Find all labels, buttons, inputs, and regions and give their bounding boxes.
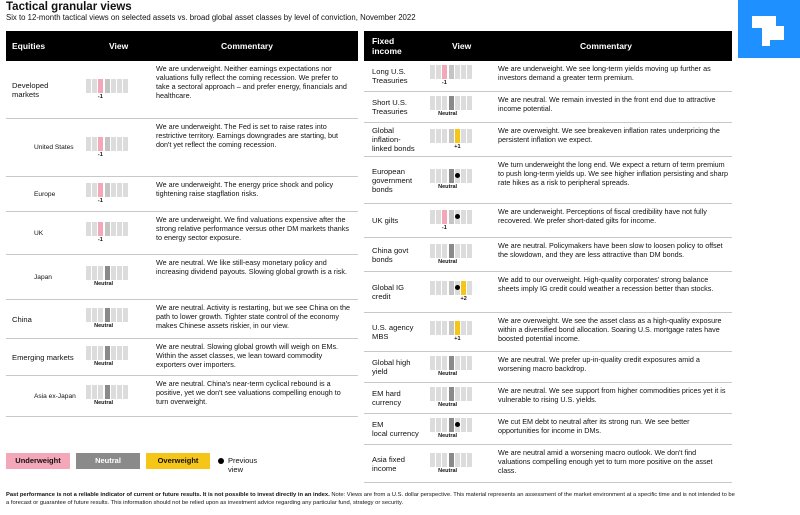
row-label: Global inflation- linked bonds (372, 126, 415, 153)
view-value-label: Neutral (438, 371, 458, 377)
table-row (364, 383, 732, 414)
view-scale-cell (442, 96, 447, 110)
row-commentary: We are neutral amid a worsening macro outlook. We don't find valuations compelling enough yet to turn more positive on the asset class. (498, 448, 713, 475)
view-scale-cell (86, 266, 91, 280)
table-row (364, 157, 732, 204)
row-commentary: We turn underweight the long end. We expect a return of term premium to push long-term yields up. We see higher inflation persisting and sharp rate hikes as a risk to peripheral spreads. (498, 160, 728, 187)
view-scale-cell (98, 222, 103, 236)
row-label: China (12, 314, 32, 324)
view-scale-cell (92, 137, 97, 151)
view-scale-cell (461, 96, 466, 110)
table-row (6, 300, 358, 339)
view-scale (430, 356, 472, 377)
view-value-label: +1 (454, 143, 461, 150)
table-row (6, 61, 358, 119)
view-scale-cell (430, 356, 435, 370)
view-scale-cell (98, 183, 103, 197)
view-scale-cell (105, 266, 110, 280)
view-scale-cell (442, 281, 447, 295)
previous-view-dot (455, 285, 460, 290)
table-row (364, 92, 732, 123)
fixed-income-header (364, 31, 732, 61)
table-row (6, 255, 358, 300)
view-scale-cell (430, 169, 435, 183)
equities-header (6, 31, 358, 61)
row-label: Emerging markets (12, 352, 74, 362)
view-value-label: Neutral (94, 323, 114, 329)
view-scale-cell (455, 321, 460, 335)
view-scale-cell (123, 385, 128, 399)
view-scale-cell (86, 222, 91, 236)
view-scale-cell (86, 385, 91, 399)
view-scale-cell (430, 244, 435, 258)
row-commentary: We add to our overweight. High-quality corporates' strong balance sheets imply IG credit could weather a recession better than stocks. (498, 275, 714, 293)
view-scale-cell (467, 356, 472, 370)
row-commentary: We are neutral. We see support from higher commodities prices yet it is vulnerable to rising U.S. yields. (498, 386, 726, 404)
fixed-income-panel (364, 31, 732, 483)
view-value-label: Neutral (438, 433, 458, 439)
fixed-income-header-commentary: Commentary (580, 41, 632, 51)
view-scale-cell (98, 308, 103, 322)
view-scale-cell (430, 418, 435, 432)
fixed-income-header-view: View (452, 41, 472, 51)
view-scale-cell (111, 308, 116, 322)
view-scale-cell (461, 244, 466, 258)
view-scale-cell (436, 453, 441, 467)
view-scale-cell (442, 244, 447, 258)
table-row (6, 119, 358, 177)
view-scale (86, 346, 128, 367)
equities-header-category: Equities (12, 41, 46, 51)
row-label: UK (34, 229, 44, 237)
view-scale-cell (467, 281, 472, 295)
view-scale-cell (105, 308, 110, 322)
view-scale-cell (111, 266, 116, 280)
view-scale-cell (449, 387, 454, 401)
view-scale-cell (436, 281, 441, 295)
row-commentary: We are overweight. We see breakeven inflation rates underpricing the persistent inflation we expect. (498, 126, 720, 144)
view-scale-cell (117, 266, 122, 280)
blackrock-logo-icon (748, 10, 788, 48)
row-label: Asia ex-Japan (34, 392, 76, 400)
row-label: EM hard currency (372, 389, 402, 407)
view-value-label: -1 (97, 93, 103, 100)
view-scale (430, 65, 472, 86)
view-scale-cell (98, 385, 103, 399)
view-scale (86, 183, 128, 204)
view-scale (430, 210, 472, 231)
view-scale-cell (436, 65, 441, 79)
previous-view-dot (455, 173, 460, 178)
view-scale-cell (449, 65, 454, 79)
view-scale-cell (86, 137, 91, 151)
view-scale-cell (461, 453, 466, 467)
view-scale-cell (123, 183, 128, 197)
view-scale-cell (111, 346, 116, 360)
view-value-label: Neutral (438, 258, 458, 265)
view-scale-cell (92, 346, 97, 360)
view-scale-cell (455, 356, 460, 370)
view-scale-cell (430, 210, 435, 224)
view-value-label: Neutral (438, 402, 458, 408)
view-value-label: Neutral (94, 281, 114, 287)
view-scale-cell (86, 79, 91, 93)
view-scale (430, 453, 472, 474)
view-scale-cell (442, 129, 447, 143)
table-row (364, 352, 732, 383)
view-scale (86, 385, 128, 406)
row-label: EM local currency (372, 420, 419, 438)
row-label: Global high yield (372, 358, 411, 376)
equities-panel (6, 31, 358, 417)
view-scale-cell (442, 356, 447, 370)
view-scale-cell (436, 321, 441, 335)
view-scale-cell (430, 96, 435, 110)
view-scale-cell (442, 453, 447, 467)
view-scale-cell (123, 222, 128, 236)
view-scale-cell (86, 308, 91, 322)
view-scale-cell (430, 65, 435, 79)
view-scale-cell (449, 169, 454, 183)
view-scale-cell (111, 385, 116, 399)
view-value-label: -1 (441, 80, 447, 86)
row-label: China govt bonds (372, 245, 409, 264)
table-row (6, 376, 358, 417)
fixed-income-header-category: Fixed income (372, 36, 402, 56)
view-scale-cell (461, 418, 466, 432)
view-scale-cell (467, 453, 472, 467)
view-scale-cell (86, 346, 91, 360)
view-scale-cell (461, 356, 466, 370)
equities-header-view: View (109, 41, 129, 51)
view-value-label: +1 (454, 336, 461, 342)
row-label: Global IG credit (372, 283, 405, 301)
view-scale-cell (117, 137, 122, 151)
row-commentary: We are neutral. We like still-easy monetary policy and increasing dividend payouts. Slowing global growth is a risk. (156, 258, 347, 276)
view-value-label: Neutral (438, 467, 458, 474)
table-row (364, 272, 732, 313)
view-scale-cell (436, 244, 441, 258)
row-commentary: We are neutral. Slowing global growth will weigh on EMs. Within the asset classes, we lean toward commodity exporters over importers. (156, 342, 339, 369)
view-scale (430, 281, 472, 302)
row-commentary: We are underweight. Neither earnings expectations nor valuations fully reflect the coming recession. We prefer to take a sectoral approach – and prefer energy, financials and healthcare. (156, 64, 347, 100)
view-scale-cell (449, 129, 454, 143)
view-scale-cell (92, 79, 97, 93)
view-scale-cell (111, 137, 116, 151)
view-value-label: -1 (441, 224, 447, 231)
view-scale-cell (442, 418, 447, 432)
view-scale-cell (461, 129, 466, 143)
view-scale-cell (467, 210, 472, 224)
view-scale (430, 321, 472, 342)
view-scale-cell (98, 266, 103, 280)
view-scale-cell (461, 210, 466, 224)
view-scale-cell (430, 387, 435, 401)
view-scale-cell (467, 321, 472, 335)
view-scale-cell (98, 79, 103, 93)
view-scale-cell (105, 222, 110, 236)
view-value-label: -1 (97, 237, 103, 243)
view-scale-cell (442, 387, 447, 401)
table-row (6, 339, 358, 376)
row-label: UK gilts (372, 216, 399, 225)
table-row (364, 204, 732, 238)
view-scale (430, 129, 472, 150)
view-scale (430, 96, 472, 117)
view-scale-cell (436, 210, 441, 224)
view-scale-cell (461, 321, 466, 335)
view-scale (430, 169, 472, 190)
row-label: U.S. agency MBS (372, 323, 414, 341)
view-scale-cell (436, 129, 441, 143)
view-scale-cell (442, 210, 447, 224)
view-scale-cell (105, 385, 110, 399)
view-value-label: +2 (460, 296, 467, 302)
view-scale-cell (449, 281, 454, 295)
footer-text: Note: Views are from a U.S. dollar perspective. This material represents an assessment of the market environment at a specific time and is not intended to be a forecast or guarantee of future results. This information should not be relied upon as investment advice regarding any particular fund, strategy or security. (6, 492, 735, 506)
view-scale-cell (449, 418, 454, 432)
row-commentary: We cut EM debt to neutral after its strong run. We see better opportunities for income in DMs. (498, 417, 690, 435)
row-commentary: We are underweight. The Fed is set to raise rates into restrictive territory. Earnings downgrades are starting, but don't yet reflect the coming recession. (156, 122, 339, 149)
row-label: United States (34, 144, 74, 151)
row-commentary: We are neutral. Activity is restarting, but we see China on the path to lower growth. Tighter state control of the economy makes Chinese assets riskier, in our view. (156, 303, 351, 330)
view-scale-cell (105, 183, 110, 197)
view-scale (430, 418, 472, 439)
view-scale-cell (430, 129, 435, 143)
row-label: Japan (34, 273, 52, 281)
view-scale-cell (442, 65, 447, 79)
view-scale-cell (436, 356, 441, 370)
view-scale-cell (449, 244, 454, 258)
view-scale-cell (117, 385, 122, 399)
legend-previous-view: Previous view (228, 456, 258, 474)
view-scale-cell (92, 385, 97, 399)
table-row (364, 414, 732, 445)
view-scale-cell (455, 129, 460, 143)
view-scale-cell (436, 418, 441, 432)
view-scale-cell (442, 169, 447, 183)
view-scale-cell (117, 346, 122, 360)
view-scale-cell (111, 222, 116, 236)
view-scale-cell (117, 183, 122, 197)
table-row (6, 212, 358, 255)
view-value-label: -1 (97, 198, 103, 204)
table-row (364, 445, 732, 483)
equities-header-commentary: Commentary (221, 41, 273, 51)
view-scale-cell (123, 308, 128, 322)
view-scale-cell (461, 65, 466, 79)
view-scale-cell (467, 96, 472, 110)
view-scale-cell (449, 321, 454, 335)
view-scale (86, 266, 128, 287)
table-row (6, 177, 358, 212)
view-scale (86, 222, 128, 243)
view-scale-cell (467, 169, 472, 183)
view-scale-cell (123, 79, 128, 93)
view-scale-cell (430, 453, 435, 467)
view-scale-cell (467, 65, 472, 79)
view-scale-cell (111, 183, 116, 197)
row-commentary: We are neutral. Policymakers have been slow to loosen policy to offset the slowdown, and they are less attractive than DM bonds. (498, 241, 723, 259)
row-label: Long U.S. Treasuries (372, 67, 408, 85)
view-scale-cell (449, 356, 454, 370)
view-scale-cell (105, 79, 110, 93)
legend-neutral: Neutral (76, 453, 140, 469)
row-commentary: We are neutral. We remain invested in the front end due to attractive income potential. (498, 95, 716, 113)
view-value-label: Neutral (94, 400, 114, 406)
view-scale-cell (86, 183, 91, 197)
row-commentary: We are neutral. We prefer up-in-quality credit exposures amid a worsening macro backdrop. (498, 355, 700, 373)
row-label: Europe (34, 190, 56, 198)
footer-bold: Past performance is not a reliable indicator of current or future results. It is not possible to invest directly in an index. (6, 492, 330, 498)
view-scale-cell (449, 210, 454, 224)
row-commentary: We are overweight. We see the asset class as a high-quality exposure within a diversified bond allocation. Soaring U.S. mortgage rates have boosted potential income. (498, 316, 722, 343)
view-scale (430, 244, 472, 265)
view-scale-cell (467, 129, 472, 143)
view-scale-cell (117, 79, 122, 93)
view-scale-cell (455, 96, 460, 110)
view-scale-cell (442, 321, 447, 335)
view-scale (86, 137, 128, 158)
view-scale-cell (461, 169, 466, 183)
view-scale-cell (92, 266, 97, 280)
view-scale-cell (455, 453, 460, 467)
table-row (364, 313, 732, 352)
view-scale-cell (105, 137, 110, 151)
view-scale-cell (436, 387, 441, 401)
view-scale-cell (92, 308, 97, 322)
view-scale-cell (105, 346, 110, 360)
view-scale-cell (92, 222, 97, 236)
view-scale-cell (430, 321, 435, 335)
previous-view-dot-icon (218, 458, 224, 464)
view-scale-cell (461, 387, 466, 401)
view-scale-cell (92, 183, 97, 197)
view-scale (430, 387, 472, 408)
page-subtitle: Six to 12-month tactical views on selected assets vs. broad global asset classes by level of conviction, November 2022 (6, 13, 416, 22)
view-scale-cell (436, 96, 441, 110)
view-scale-cell (467, 418, 472, 432)
view-value-label: Neutral (94, 361, 114, 367)
legend-underweight: Underweight (6, 453, 70, 469)
row-label: Short U.S. Treasuries (372, 98, 408, 116)
table-row (364, 61, 732, 92)
table-row (364, 238, 732, 272)
row-commentary: We are underweight. Perceptions of fiscal credibility have not fully recovered. We prefer short-dated gilts for income. (498, 207, 707, 225)
footer-disclaimer (6, 491, 736, 507)
view-scale-cell (461, 281, 466, 295)
view-scale-cell (117, 222, 122, 236)
view-scale-cell (123, 137, 128, 151)
row-commentary: We are neutral. China's near-term cyclical rebound is a positive, yet we don't see valuations compelling enough to turn overweight. (156, 379, 341, 406)
table-row (364, 123, 732, 157)
view-scale-cell (123, 346, 128, 360)
view-scale-cell (98, 137, 103, 151)
row-commentary: We are underweight. The energy price shock and policy tightening raise stagflation risks. (156, 180, 334, 198)
view-scale-cell (467, 244, 472, 258)
view-scale-cell (449, 453, 454, 467)
previous-view-dot (455, 214, 460, 219)
view-scale (86, 308, 128, 329)
view-scale-cell (467, 387, 472, 401)
view-value-label: -1 (97, 151, 103, 158)
row-commentary: We are underweight. We find valuations expensive after the strong relative performance versus other DM markets thanks to energy sector exposure. (156, 215, 349, 242)
brand-band (738, 0, 800, 58)
view-scale-cell (436, 169, 441, 183)
view-scale-cell (123, 266, 128, 280)
legend-overweight: Overweight (146, 453, 210, 469)
previous-view-dot (455, 422, 460, 427)
view-scale-cell (455, 387, 460, 401)
page-title: Tactical granular views (6, 1, 132, 13)
view-scale-cell (98, 346, 103, 360)
view-value-label: Neutral (438, 184, 458, 190)
row-label: European government bonds (372, 166, 413, 194)
view-scale-cell (111, 79, 116, 93)
view-scale-cell (117, 308, 122, 322)
row-label: Developed markets (12, 80, 49, 99)
view-scale-cell (455, 244, 460, 258)
view-value-label: Neutral (438, 111, 458, 117)
view-scale (86, 79, 128, 100)
row-commentary: We are underweight. We see long-term yields moving up further as investors demand a greater term premium. (498, 64, 711, 82)
view-scale-cell (430, 281, 435, 295)
row-label: Asia fixed income (372, 454, 405, 473)
view-scale-cell (455, 65, 460, 79)
view-scale-cell (449, 96, 454, 110)
